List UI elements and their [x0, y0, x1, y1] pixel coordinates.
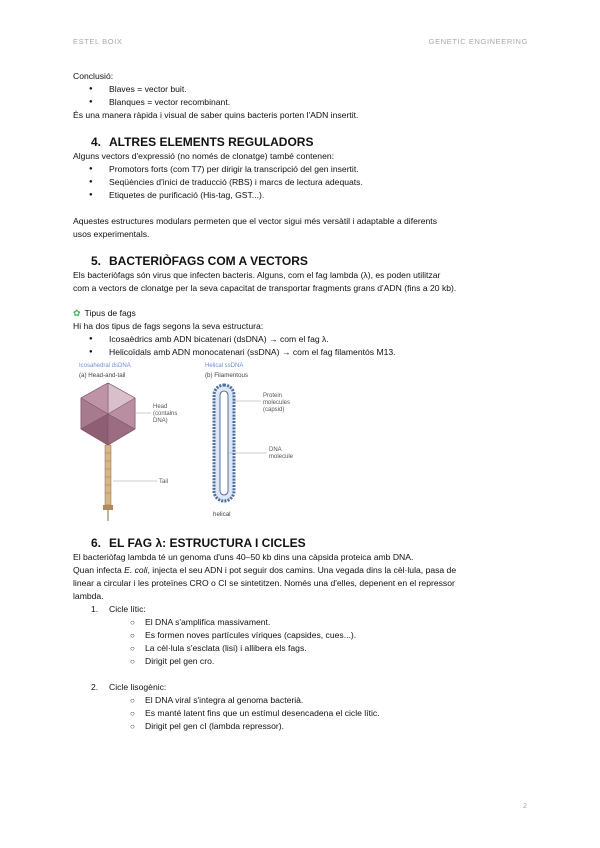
- figure-b-caption: (b) Filamentous: [205, 372, 248, 379]
- svg-text:molecules: molecules: [263, 400, 291, 406]
- leaf-icon: ✿: [73, 308, 81, 318]
- section-heading-6: 6. EL FAG λ: ESTRUCTURA I CICLES: [91, 536, 306, 550]
- header-author: ESTEL BOIX: [73, 37, 123, 46]
- filamentous-phage: [214, 385, 234, 501]
- section4-closing: Aquestes estructures modulars permeten que el vector sigui més versàtil i adaptable a diferents: [73, 216, 437, 226]
- list-item: ● Promotors forts (com T7) per dirigir la transcripció del gen insertit.: [73, 163, 528, 176]
- section6-paragraph-3: lambda.: [73, 591, 104, 601]
- page-number: 2: [522, 801, 527, 810]
- section-heading-5: 5. BACTERIÒFAGS COM A VECTORS: [91, 254, 308, 268]
- list-item: ○ La cèl·lula s'esclata (lisi) i allibera els fags.: [73, 642, 528, 655]
- figure-b-tag: Helical ssDNA: [205, 363, 244, 369]
- section4-intro: Alguns vectors d'expressió (no només de clonatge) també contenen:: [73, 151, 335, 161]
- conclusio-summary: És una manera ràpida i visual de saber quins bacteris porten l'ADN insertit.: [73, 110, 359, 120]
- section5-intro: Els bacteriòfags són virus que infecten bacteris. Alguns, com el fag lambda (λ), es poden utilitzar: [73, 270, 441, 280]
- list-item: ○ Es formen noves partícules víriques (capsides, cues...).: [73, 629, 528, 642]
- section-heading-4: 4. ALTRES ELEMENTS REGULADORS: [91, 135, 314, 149]
- page-content: [73, 70, 528, 733]
- phage-head: [81, 383, 135, 445]
- subsection-intro: Hi ha dos tipus de fags segons la seva estructura:: [73, 321, 264, 331]
- svg-text:(contains: (contains: [153, 411, 178, 417]
- section5-intro-2: com a vectors de clonatge per la seva capacitat de transportar fragments grans d'ADN (fins a 20 kb).: [73, 283, 457, 293]
- list-item: ○ Dirigit pel gen cro.: [73, 655, 528, 668]
- svg-text:DNA): DNA): [153, 418, 168, 424]
- list-item: ● Etiquetes de purificació (His-tag, GST...).: [73, 189, 528, 202]
- cycle-lysogenic-title: 2. Cicle lisogènic:: [91, 682, 167, 692]
- svg-text:molecule: molecule: [269, 454, 294, 460]
- conclusio-title: Conclusió:: [73, 71, 114, 81]
- svg-text:Protein: Protein: [263, 393, 283, 399]
- phage-diagram: [73, 361, 303, 521]
- section6-paragraph-2: linear a circular i les proteïnes CRO o CI se sintetitzen. Només una d'elles, depenent en el repressor: [73, 578, 455, 588]
- phage-figure: [73, 361, 528, 521]
- list-item: ● Helicoïdals amb ADN monocatenari (ssDNA) → com el fag filamentós M13.: [73, 346, 528, 359]
- figure-a-tag: Icosahedral dsDNA: [79, 363, 131, 369]
- list-item: ○ El DNA s'amplifica massivament.: [73, 616, 528, 629]
- list-item: ○ Dirigit pel gen cI (lambda repressor).: [73, 720, 528, 733]
- figure-a-caption: (a) Head-and-tail: [79, 372, 126, 379]
- list-item: ● Icosaèdrics amb ADN bicatenari (dsDNA) → com el fag λ.: [73, 333, 528, 346]
- svg-text:DNA: DNA: [269, 447, 282, 453]
- section6-paragraph: Quan infecta E. coli, injecta el seu ADN i pot seguir dos camins. Una vegada dins la cèl·lula, pasa de: [73, 565, 457, 575]
- list-item: ● Seqüències d'inici de traducció (RBS) i marcs de lectura adequats.: [73, 176, 528, 189]
- list-item: ○ Es manté latent fins que un estímul desencadena el cicle lític.: [73, 707, 528, 720]
- subsection-title: Tipus de fags: [84, 308, 136, 318]
- list-item: ● Blaves = vector buit.: [73, 83, 528, 96]
- svg-text:(capsid): (capsid): [263, 407, 285, 413]
- svg-text:Tail: Tail: [159, 479, 169, 485]
- section4-closing-2: usos experimentals.: [73, 229, 150, 239]
- phage-tail: [103, 445, 113, 521]
- list-item: ● Blanques = vector recombinant.: [73, 96, 528, 109]
- helical-label: helical: [213, 511, 231, 518]
- header-subject: GENETIC ENGINEERING: [428, 37, 528, 46]
- svg-text:Head: Head: [153, 404, 168, 410]
- subsection-fag-types: [73, 307, 528, 320]
- section6-intro: El bacteriòfag lambda té un genoma d'uns 40–50 kb dins una càpsida proteica amb DNA.: [73, 552, 414, 562]
- cycle-lytic-title: 1. Cicle lític:: [91, 604, 146, 614]
- list-item: ○ El DNA viral s'integra al genoma bacterià.: [73, 694, 528, 707]
